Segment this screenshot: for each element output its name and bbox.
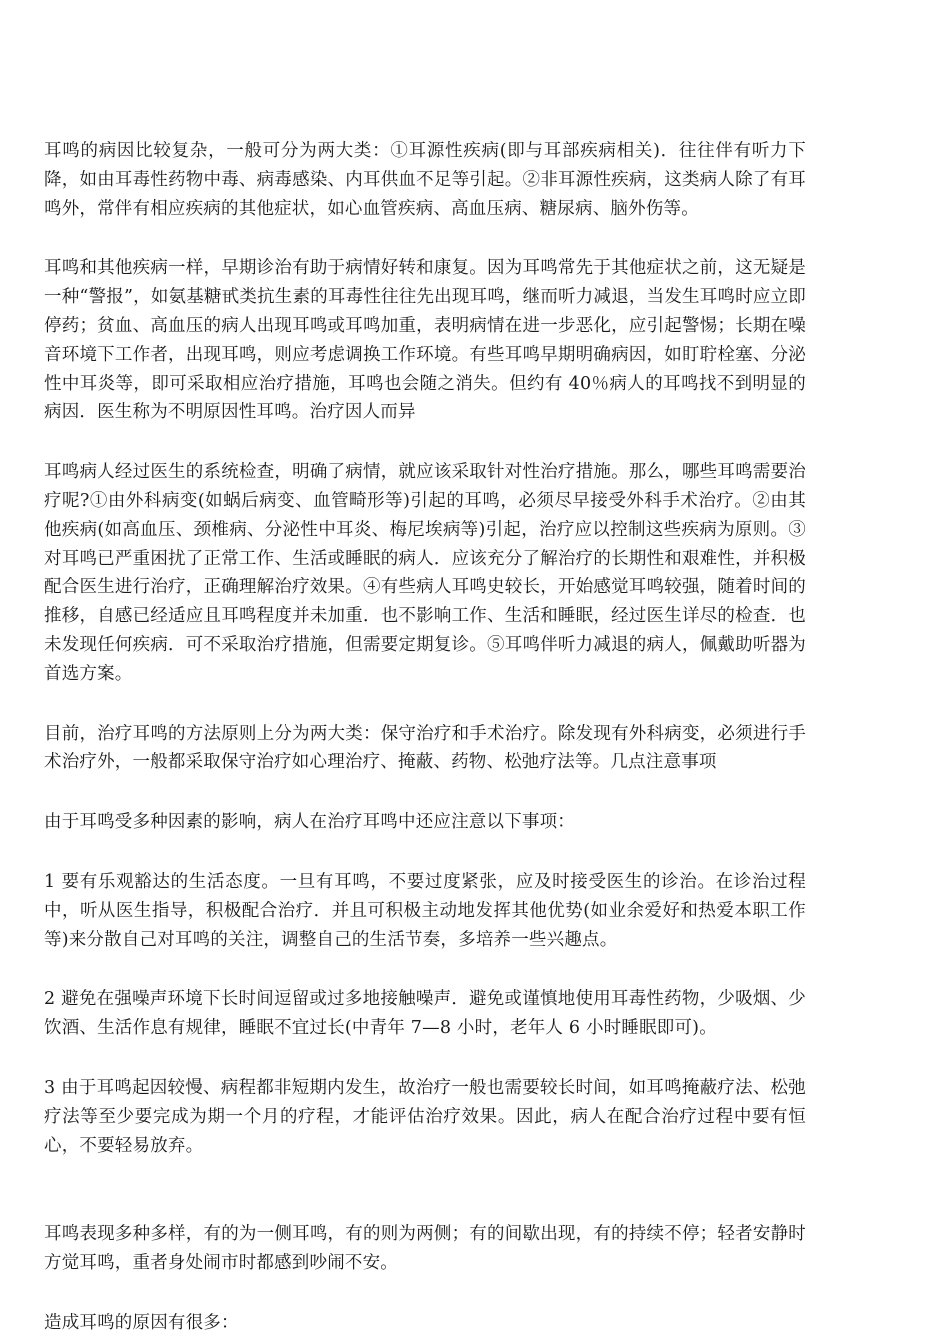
paragraph-treatment-methods: 目前，治疗耳鸣的方法原则上分为两大类：保守治疗和手术治疗。除发现有外科病变，必须进行手术治疗外，一般都采取保守治疗如心理治疗、掩蔽、药物、松弛疗法等。几点注意事项 (44, 723, 806, 773)
paragraph-precaution-1: 1 要有乐观豁达的生活态度。一旦有耳鸣，不要过度紧张，应及时接受医生的诊治。在诊治过程中，听从医生指导，积极配合治疗．并且可积极主动地发挥其他优势(如业余爱好和热爱本职工作等)来分散自己对耳鸣的关注，调整自己的生活节奏，多培养一些兴趣点。 (44, 871, 806, 950)
paragraph-causes-heading: 造成耳鸣的原因有很多： (44, 1312, 239, 1333)
paragraph-treatment-indications: 耳鸣病人经过医生的系统检查，明确了病情，就应该采取针对性治疗措施。那么，哪些耳鸣需要治疗呢?①由外科病变(如蜗后病变、血管畸形等)引起的耳鸣，必须尽早接受外科手术治疗。②由其他疾病(如高血压、颈椎病、分泌性中耳炎、梅尼埃病等)引起，治疗应以控制这些疾病为原则。③对耳鸣已严重困扰了正常工作、生活或睡眠的病人．应该充分了解治疗的长期性和艰难性，并积极配合医生进行治疗，正确理解治疗效果。④有些病人耳鸣史较长，开始感觉耳鸣较强，随着时间的推移，自感已经适应且耳鸣程度并未加重．也不影响工作、生活和睡眠，经过医生详尽的检查．也未发现任何疾病．可不采取治疗措施，但需要定期复诊。⑤耳鸣伴听力减退的病人，佩戴助听器为首选方案。 (44, 462, 806, 684)
document-body (44, 137, 806, 1338)
paragraph-precaution-2: 2 避免在强噪声环境下长时间逗留或过多地接触噪声．避免或谨慎地使用耳毒性药物，少吸烟、少饮酒、生活作息有规律，睡眠不宜过长(中青年 7—8 小时，老年人 6 小时睡眠即可)。 (44, 989, 806, 1039)
paragraph-early-diagnosis: 耳鸣和其他疾病一样，早期诊治有助于病情好转和康复。因为耳鸣常先于其他症状之前，这无疑是一种“警报”，如氨基糖甙类抗生素的耳毒性往往先出现耳鸣，继而听力减退，当发生耳鸣时应立即停药；贫血、高血压的病人出现耳鸣或耳鸣加重，表明病情在进一步恶化，应引起警惕；长期在噪音环境下工作者，出现耳鸣，则应考虑调换工作环境。有些耳鸣早期明确病因，如盯聍栓塞、分泌性中耳炎等，即可采取相应治疗措施，耳鸣也会随之消失。但约有 40％病人的耳鸣找不到明显的病因．医生称为不明原因性耳鸣。治疗因人而异 (44, 258, 806, 423)
paragraph-causes: 耳鸣的病因比较复杂，一般可分为两大类：①耳源性疾病(即与耳部疾病相关)．往往伴有听力下降，如由耳毒性药物中毒、病毒感染、内耳供血不足等引起。②非耳源性疾病，这类病人除了有耳鸣外，常伴有相应疾病的其他症状，如心血管疾病、高血压病、糖尿病、脑外伤等。 (44, 141, 806, 219)
paragraph-precautions-intro: 由于耳鸣受多种因素的影响，病人在治疗耳鸣中还应注意以下事项： (44, 812, 575, 833)
paragraph-symptoms: 耳鸣表现多种多样，有的为一侧耳鸣，有的则为两侧；有的间歇出现，有的持续不停；轻者安静时方觉耳鸣，重者身处闹市时都感到吵闹不安。 (44, 1224, 806, 1274)
paragraph-precaution-3: 3 由于耳鸣起因较慢、病程都非短期内发生，故治疗一般也需要较长时间，如耳鸣掩蔽疗法、松弛疗法等至少要完成为期一个月的疗程，才能评估治疗效果。因此，病人在配合治疗过程中要有恒心，不要轻易放弃。 (44, 1077, 806, 1156)
